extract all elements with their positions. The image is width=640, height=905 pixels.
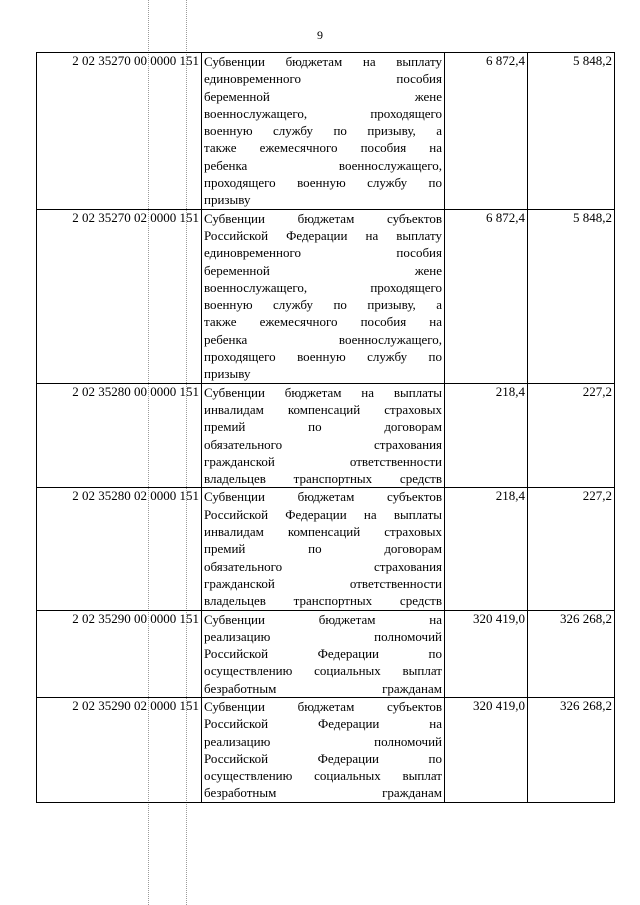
description-word: ежемесячного bbox=[259, 314, 338, 330]
table-row bbox=[37, 697, 615, 802]
description-word: социальных bbox=[314, 768, 381, 784]
description-word: обязательного bbox=[204, 558, 283, 574]
amount-cell-year-1: 6 872,4 bbox=[445, 209, 528, 383]
description-word: Субвенции bbox=[204, 489, 265, 505]
description-word: полномочий bbox=[374, 733, 442, 749]
description-word: по bbox=[333, 123, 347, 139]
description-word: транспортных bbox=[293, 593, 373, 609]
page-number: 9 bbox=[317, 28, 323, 42]
description-word: военную bbox=[204, 123, 253, 139]
description-line bbox=[204, 262, 442, 279]
description-word: а bbox=[436, 123, 442, 139]
description-cell bbox=[202, 383, 445, 488]
description-line bbox=[204, 88, 442, 105]
budget-code-cell: 2 02 35290 00 0000 151 bbox=[37, 610, 202, 697]
description-word: Российской bbox=[204, 506, 269, 522]
amount-cell-year-2: 326 268,2 bbox=[528, 610, 615, 697]
description-word: беременной bbox=[204, 88, 270, 104]
description-word: по bbox=[428, 646, 442, 662]
description-line bbox=[204, 592, 442, 609]
description-word: на bbox=[429, 140, 442, 156]
description-word: средств bbox=[399, 593, 442, 609]
description-word: средств bbox=[399, 471, 442, 487]
description-line bbox=[204, 767, 442, 784]
description-word: Субвенции bbox=[204, 384, 265, 400]
description-word: призыву bbox=[204, 192, 251, 208]
description-word: осуществлению bbox=[204, 663, 293, 679]
description-word: гражданской bbox=[204, 575, 275, 591]
description-line bbox=[204, 227, 442, 244]
amount-cell-year-2: 5 848,2 bbox=[528, 209, 615, 383]
description-line bbox=[204, 210, 442, 227]
description-line bbox=[204, 680, 442, 697]
description-line bbox=[204, 470, 442, 487]
description-word: выплат bbox=[402, 768, 442, 784]
description-word: страхования bbox=[373, 436, 442, 452]
budget-table-body bbox=[37, 53, 615, 803]
description-line bbox=[204, 105, 442, 122]
description-word: инвалидам bbox=[204, 524, 264, 540]
description-word: пособия bbox=[396, 245, 442, 261]
description-word: выплаты bbox=[393, 506, 442, 522]
description-word: ребенка bbox=[204, 331, 248, 347]
description-word: транспортных bbox=[293, 471, 373, 487]
description-line bbox=[204, 313, 442, 330]
description-word: страховых bbox=[384, 401, 442, 417]
description-line bbox=[204, 698, 442, 715]
description-word: осуществлению bbox=[204, 768, 293, 784]
description-word: Федерации bbox=[317, 716, 380, 732]
description-word: на bbox=[429, 611, 442, 627]
description-word: владельцев bbox=[204, 471, 266, 487]
description-line bbox=[204, 122, 442, 139]
amount-cell-year-1: 218,4 bbox=[445, 488, 528, 610]
description-line bbox=[204, 139, 442, 156]
description-word: единовременного bbox=[204, 71, 301, 87]
description-line bbox=[204, 558, 442, 575]
description-word: беременной bbox=[204, 262, 270, 278]
description-word: на bbox=[429, 314, 442, 330]
table-row bbox=[37, 383, 615, 488]
description-line bbox=[204, 488, 442, 505]
budget-code-cell: 2 02 35270 00 0000 151 bbox=[37, 53, 202, 210]
description-word: Российской bbox=[204, 716, 269, 732]
description-word: Субвенции bbox=[204, 210, 265, 226]
description-word: проходящего bbox=[204, 175, 276, 191]
description-word: гражданам bbox=[382, 680, 442, 696]
description-word: ответственности bbox=[349, 453, 442, 469]
description-word: бюджетам bbox=[297, 489, 355, 505]
description-word: единовременного bbox=[204, 245, 301, 261]
description-word: на bbox=[362, 54, 376, 69]
description-word: по bbox=[333, 297, 347, 313]
description-word: выплату bbox=[396, 54, 442, 69]
description-word: бюджетам bbox=[285, 54, 343, 69]
description-word: проходящего bbox=[204, 349, 276, 365]
description-word: проходящего bbox=[370, 105, 442, 121]
table-row bbox=[37, 53, 615, 210]
description-word: военную bbox=[297, 349, 346, 365]
description-word: компенсаций bbox=[287, 524, 361, 540]
description-word: ответственности bbox=[349, 575, 442, 591]
description-cell bbox=[202, 53, 445, 210]
description-word: гражданам bbox=[382, 785, 442, 801]
description-word: также bbox=[204, 314, 237, 330]
description-word: военную bbox=[204, 297, 253, 313]
amount-cell-year-2: 5 848,2 bbox=[528, 53, 615, 210]
description-word: службу bbox=[367, 349, 408, 365]
description-word: проходящего bbox=[370, 279, 442, 295]
description-word: бюджетам bbox=[297, 698, 355, 714]
description-cell bbox=[202, 610, 445, 697]
amount-cell-year-2: 326 268,2 bbox=[528, 697, 615, 802]
description-word: гражданской bbox=[204, 453, 275, 469]
description-word: на bbox=[429, 716, 442, 732]
description-word: обязательного bbox=[204, 436, 283, 452]
description-word: субъектов bbox=[386, 698, 442, 714]
description-word: Российской bbox=[204, 227, 269, 243]
description-word: призыву, bbox=[367, 123, 416, 139]
description-cell bbox=[202, 209, 445, 383]
description-word: пособия bbox=[396, 71, 442, 87]
description-word: Субвенции bbox=[204, 54, 265, 69]
description-line bbox=[204, 436, 442, 453]
description-word: призыву bbox=[204, 366, 251, 382]
description-word: военную bbox=[297, 175, 346, 191]
description-word: реализацию bbox=[204, 628, 271, 644]
description-word: премий bbox=[204, 541, 246, 557]
description-line bbox=[204, 453, 442, 470]
amount-cell-year-2: 227,2 bbox=[528, 383, 615, 488]
description-word: также bbox=[204, 140, 237, 156]
description-word: субъектов bbox=[386, 489, 442, 505]
description-word: на bbox=[361, 384, 375, 400]
description-line bbox=[204, 348, 442, 365]
description-word: реализацию bbox=[204, 733, 271, 749]
description-line bbox=[204, 645, 442, 662]
description-word: страховых bbox=[384, 524, 442, 540]
description-word: страхования bbox=[373, 558, 442, 574]
description-word: выплату bbox=[396, 227, 442, 243]
description-line bbox=[204, 70, 442, 87]
description-word: премий bbox=[204, 419, 246, 435]
description-word: по bbox=[428, 349, 442, 365]
description-word: а bbox=[436, 297, 442, 313]
description-word: военнослужащего, bbox=[338, 157, 442, 173]
description-cell bbox=[202, 488, 445, 610]
table-row bbox=[37, 610, 615, 697]
description-word: Российской bbox=[204, 750, 269, 766]
description-word: Субвенции bbox=[204, 611, 265, 627]
description-line bbox=[204, 296, 442, 313]
description-word: Российской bbox=[204, 646, 269, 662]
description-word: договорам bbox=[384, 541, 442, 557]
description-word: безработным bbox=[204, 680, 277, 696]
description-word: пособия bbox=[360, 314, 407, 330]
description-word: субъектов bbox=[386, 210, 442, 226]
amount-cell-year-1: 6 872,4 bbox=[445, 53, 528, 210]
description-line bbox=[204, 53, 442, 70]
description-word: службу bbox=[367, 175, 408, 191]
table-row bbox=[37, 488, 615, 610]
description-word: военнослужащего, bbox=[338, 331, 442, 347]
description-line bbox=[204, 733, 442, 750]
description-line bbox=[204, 191, 442, 208]
description-word: службу bbox=[273, 123, 314, 139]
description-word: по bbox=[308, 419, 322, 435]
description-word: по bbox=[428, 175, 442, 191]
description-line bbox=[204, 611, 442, 628]
budget-code-cell: 2 02 35270 02 0000 151 bbox=[37, 209, 202, 383]
description-word: Субвенции bbox=[204, 698, 265, 714]
description-line bbox=[204, 244, 442, 261]
description-line bbox=[204, 523, 442, 540]
description-word: военнослужащего, bbox=[204, 105, 308, 121]
description-word: бюджетам bbox=[284, 384, 342, 400]
description-cell bbox=[202, 697, 445, 802]
description-line bbox=[204, 662, 442, 679]
amount-cell-year-1: 320 419,0 bbox=[445, 610, 528, 697]
description-word: владельцев bbox=[204, 593, 266, 609]
table-row bbox=[37, 209, 615, 383]
description-word: выплат bbox=[402, 663, 442, 679]
description-word: по bbox=[428, 750, 442, 766]
budget-code-cell: 2 02 35280 02 0000 151 bbox=[37, 488, 202, 610]
description-word: инвалидам bbox=[204, 401, 264, 417]
amount-cell-year-1: 218,4 bbox=[445, 383, 528, 488]
description-word: призыву, bbox=[367, 297, 416, 313]
description-word: Федерации bbox=[286, 227, 348, 243]
budget-table bbox=[36, 52, 615, 803]
budget-code-cell: 2 02 35280 00 0000 151 bbox=[37, 383, 202, 488]
description-line bbox=[204, 279, 442, 296]
description-word: жене bbox=[414, 262, 442, 278]
description-word: Федерации bbox=[285, 506, 347, 522]
description-line bbox=[204, 715, 442, 732]
amount-cell-year-1: 320 419,0 bbox=[445, 697, 528, 802]
description-word: ежемесячного bbox=[259, 140, 338, 156]
description-line bbox=[204, 418, 442, 435]
description-line bbox=[204, 331, 442, 348]
description-line bbox=[204, 540, 442, 557]
description-word: ребенка bbox=[204, 157, 248, 173]
description-line bbox=[204, 174, 442, 191]
description-line bbox=[204, 628, 442, 645]
description-word: Федерации bbox=[317, 750, 379, 766]
description-line bbox=[204, 784, 442, 801]
description-line bbox=[204, 365, 442, 382]
description-line bbox=[204, 384, 442, 401]
description-word: социальных bbox=[314, 663, 381, 679]
description-line bbox=[204, 575, 442, 592]
description-line bbox=[204, 401, 442, 418]
description-word: пособия bbox=[360, 140, 407, 156]
description-word: бюджетам bbox=[297, 210, 355, 226]
description-word: службу bbox=[273, 297, 314, 313]
description-line bbox=[204, 157, 442, 174]
description-word: безработным bbox=[204, 785, 277, 801]
description-word: полномочий bbox=[374, 628, 442, 644]
budget-code-cell: 2 02 35290 02 0000 151 bbox=[37, 697, 202, 802]
description-word: на bbox=[365, 227, 379, 243]
description-word: договорам bbox=[384, 419, 442, 435]
description-line bbox=[204, 750, 442, 767]
description-word: бюджетам bbox=[318, 611, 376, 627]
description-word: компенсаций bbox=[287, 401, 361, 417]
description-word: на bbox=[363, 506, 377, 522]
description-word: военнослужащего, bbox=[204, 279, 308, 295]
description-word: жене bbox=[414, 88, 442, 104]
description-line bbox=[204, 506, 442, 523]
description-word: по bbox=[308, 541, 322, 557]
description-word: Федерации bbox=[317, 646, 379, 662]
amount-cell-year-2: 227,2 bbox=[528, 488, 615, 610]
description-word: выплаты bbox=[393, 384, 442, 400]
